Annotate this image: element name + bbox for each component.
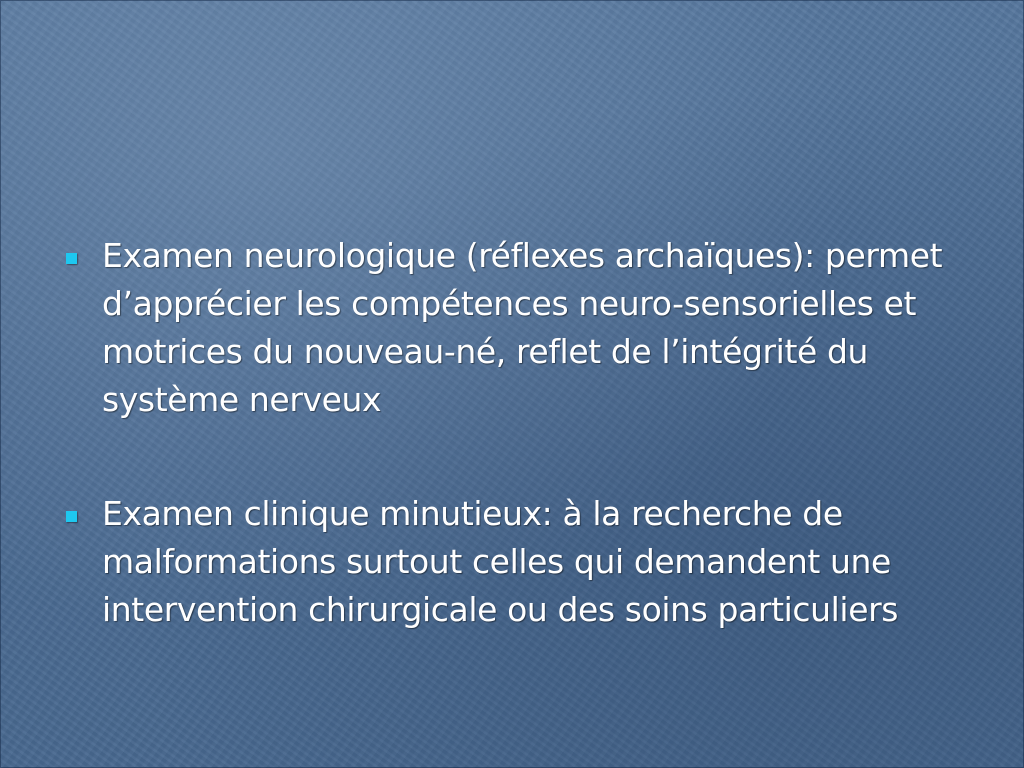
bullet-item-clinical-exam bbox=[60, 490, 980, 634]
bullet-text: Examen neurologique (réflexes archaïques): permet d’apprécier les compétences neuro-sensorielles et motrices du nouveau-né, reflet de l’intégrité du système nerveux bbox=[102, 236, 943, 419]
bullet-item-neurological-exam bbox=[60, 232, 980, 424]
bullet-text: Examen clinique minutieux: à la recherche de malformations surtout celles qui demandent une intervention chirurgicale ou des soins particuliers bbox=[102, 494, 899, 629]
square-bullet-icon bbox=[66, 253, 77, 264]
square-bullet-icon bbox=[66, 511, 77, 522]
slide-content bbox=[60, 232, 980, 634]
